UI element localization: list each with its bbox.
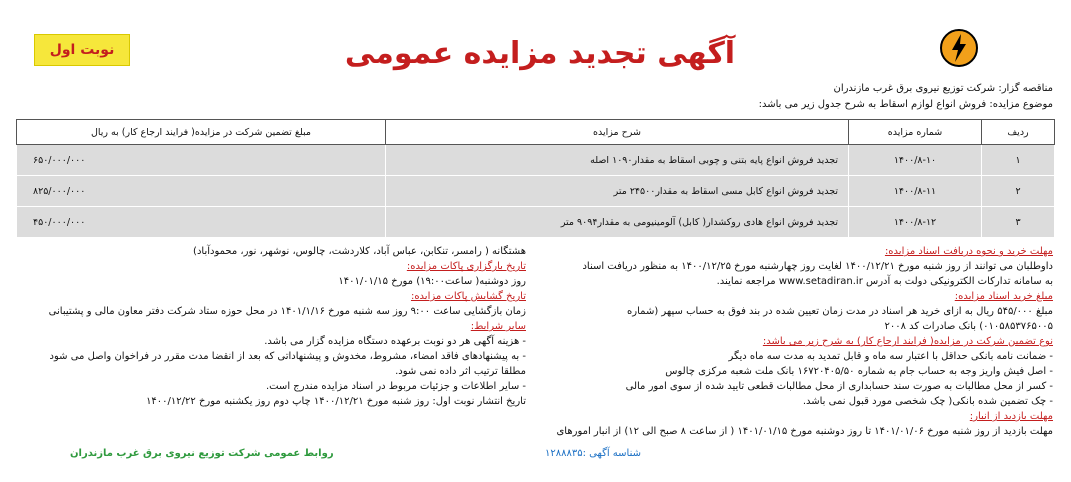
guarantee-amount: ۴۵۰/۰۰۰/۰۰۰: [17, 207, 386, 238]
paragraph-line: مطلقا ترتیب اثر داده نمی شود.: [395, 366, 526, 377]
auction-no: ۱۴۰۰/۸-۱۰: [849, 145, 982, 176]
auction-description: تجدید فروش انواع کابل مسی اسقاط به مقدار۲۴۵۰۰ متر: [386, 176, 849, 207]
paragraph-line: تاریخ انتشار نوبت اول: روز شنبه مورخ ۱۴۰۰/۱۲/۲۱ چاپ دوم روز یکشنبه مورخ ۱۴۰۰/۱۲/۲۲: [146, 396, 526, 407]
subject-line: موضوع مزایده: فروش انواع لوازم اسقاط به شرح جدول زیر می باشد:: [758, 99, 1053, 110]
paragraph-line: - ضمانت نامه بانکی حداقل با اعتبار سه ماه و قابل تمدید به مدت سه ماه دیگر: [728, 351, 1053, 362]
auction-no: ۱۴۰۰/۸-۱۱: [849, 176, 982, 207]
auction-table: [16, 119, 1055, 238]
table-row: [17, 207, 1055, 238]
paragraph-line: زمان بازگشایی ساعت ۹:۰۰ روز سه شنبه مورخ ۱۴۰۱/۱/۱۶ در محل حوزه ستاد شرکت دفتر معاون مالی و پشتیبانی: [48, 306, 526, 317]
company-logo-icon: [939, 28, 979, 68]
tenderer-line: مناقصه گزار: شرکت توزیع نیروی برق غرب مازندران: [833, 83, 1053, 94]
conditions-right-column: [553, 244, 1053, 439]
paragraph-line: - کسر از محل مطالبات به صورت سند حسابداری از محل مطالبات قطعی تایید شده از سوی امور مالی: [625, 381, 1053, 392]
col-header-row-no: ردیف: [982, 120, 1055, 145]
auction-description: تجدید فروش انواع پایه بتنی و چوبی اسقاط به مقدار۱۰۹۰ اصله: [386, 145, 849, 176]
notice-title: آگهی تجدید مزایده عمومی: [344, 36, 736, 71]
notice-id: شناسه آگهی :۱۲۸۸۸۳۵: [544, 448, 641, 459]
section-heading: مبلغ خرید اسناد مزایده:: [954, 291, 1053, 302]
auction-no: ۱۴۰۰/۸-۱۲: [849, 207, 982, 238]
paragraph-line: - اصل فیش واریز وجه به حساب جام به شماره ۱۶۷۲۰۴۰۵/۵۰ بانک ملت شعبه مرکزی چالوس: [665, 366, 1053, 377]
paragraph-line: مبلغ ۵۴۵/۰۰۰ ریال به ازای خرید هر اسناد در مدت زمان تعیین شده در بند فوق به حساب سپهر (شماره: [627, 306, 1053, 317]
section-heading: تاریخ گشایش پاکات مزایده:: [410, 291, 526, 302]
paragraph-line: - به پیشنهادهای فاقد امضاء، مشروط، مخدوش و پیشنهاداتی که بعد از انقضا مدت مقرر در فراخوان واصل می شود: [49, 351, 526, 362]
row-no: ۱: [982, 145, 1055, 176]
section-heading: مهلت خرید و نحوه دریافت اسناد مزایده:: [884, 246, 1053, 257]
guarantee-amount: ۸۲۵/۰۰۰/۰۰۰: [17, 176, 386, 207]
table-header-row: [17, 120, 1055, 145]
paragraph-line: - چک تضمین شده بانکی( چک شخصی مورد قبول نمی باشد.: [802, 396, 1053, 407]
public-relations-signature: روابط عمومی شرکت توزیع نیروی برق غرب مازندران: [70, 448, 334, 459]
paragraph-line: ۰۱۰۵۸۵۳۷۶۵۰۰۵) بانک صادرات کد ۲۰۰۸: [884, 321, 1053, 332]
paragraph-line: - هزینه آگهی هر دو نوبت برعهده دستگاه مزایده گزار می باشد.: [264, 336, 526, 347]
paragraph-line: روز دوشنبه( ساعت۱۹:۰۰) مورخ ۱۴۰۱/۰۱/۱۵: [338, 276, 526, 287]
col-header-guarantee: مبلغ تضمین شرکت در مزایده( فرایند ارجاع کار) به ریال: [17, 120, 386, 145]
conditions-left-column: [26, 244, 526, 409]
auction-description: تجدید فروش انواع هادی روکشدار( کابل) آلومینیومی به مقدار۹۰۹۴ متر: [386, 207, 849, 238]
col-header-auction-no: شماره مزایده: [849, 120, 982, 145]
section-heading: تاریخ بارگزاری پاکات مزایده:: [406, 261, 526, 272]
paragraph-line: به سامانه تدارکات الکترونیکی دولت به آدرس www.setadiran.ir مراجعه نمایند.: [716, 276, 1053, 287]
paragraph-line: مهلت بازدید از روز شنبه مورخ ۱۴۰۱/۰۱/۰۶ تا روز دوشنبه مورخ ۱۴۰۱/۰۱/۱۵ ( از ساعت ۸ صبح الی ۱۲) از انبار امورهای: [556, 426, 1053, 437]
row-no: ۲: [982, 176, 1055, 207]
paragraph-line: هشتگانه ( رامسر، تنکابن، عباس آباد، کلاردشت، چالوس، نوشهر، نور، محمودآباد): [193, 246, 526, 257]
table-row: [17, 145, 1055, 176]
section-heading: سایر شرایط:: [470, 321, 526, 332]
section-heading: مهلت بازدید از انبار:: [969, 411, 1053, 422]
guarantee-amount: ۶۵۰/۰۰۰/۰۰۰: [17, 145, 386, 176]
section-heading: نوع تضمین شرکت در مزایده( فرایند ارجاع کار) به شرح زیر می باشد:: [762, 336, 1053, 347]
row-no: ۳: [982, 207, 1055, 238]
table-row: [17, 176, 1055, 207]
paragraph-line: داوطلبان می توانند از روز شنبه مورخ ۱۴۰۰/۱۲/۲۱ لغایت روز چهارشنبه مورخ ۱۴۰۰/۱۲/۲۵ به منظور دریافت اسناد: [582, 261, 1053, 272]
col-header-description: شرح مزایده: [386, 120, 849, 145]
paragraph-line: - سایر اطلاعات و جزئیات مربوط در اسناد مزایده مندرج است.: [265, 381, 526, 392]
round-badge: نوبت اول: [34, 34, 130, 66]
